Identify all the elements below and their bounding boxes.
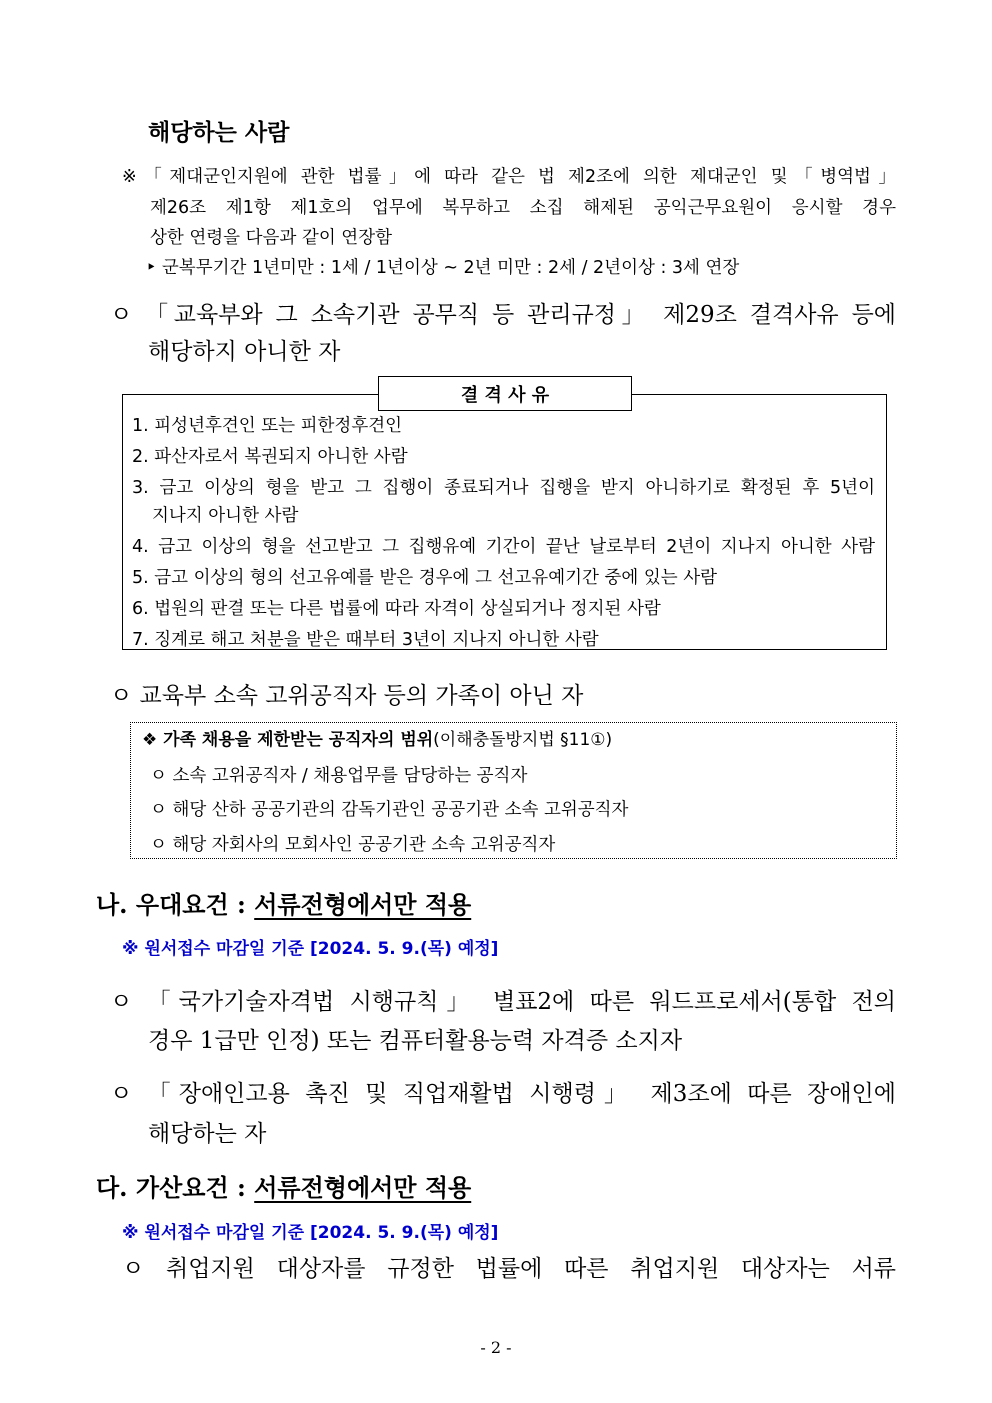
- list-item: 3. 금고 이상의 형을 받고 그 집행이 종료되거나 집행을 받지 아니하기로 확정된 후 5년이: [132, 478, 875, 498]
- family-scope-title-bold: ❖ 가족 채용을 제한받는 공직자의 범위: [142, 730, 434, 750]
- deadline-notice: ※ 원서접수 마감일 기준 [2024. 5. 9.(목) 예정]: [122, 939, 499, 959]
- section-heading-prefix: 나. 우대요건 :: [96, 890, 255, 919]
- list-item: 6. 법원의 판결 또는 다른 법률에 따라 자격이 상실되거나 정지된 사람: [132, 599, 661, 619]
- section-heading-preference: [96, 885, 471, 920]
- section-heading-underlined: 서류전형에서만 적용: [254, 1173, 472, 1202]
- item-disqualification: ㅇ 「교육부와 그 소속기관 공무직 등 관리규정」 제29조 결격사유 등에: [110, 302, 896, 328]
- item-disqualification-cont: 해당하지 아니한 자: [148, 339, 341, 365]
- list-item: ㅇ 해당 산하 공공기관의 감독기관인 공공기관 소속 고위공직자: [150, 800, 629, 820]
- list-item: 5. 금고 이상의 형의 선고유예를 받은 경우에 그 선고유예기간 중에 있는 사람: [132, 568, 718, 588]
- disqualification-title: 결 격 사 유: [460, 384, 550, 406]
- deadline-notice: ※ 원서접수 마감일 기준 [2024. 5. 9.(목) 예정]: [122, 1223, 499, 1243]
- item-disability: ㅇ 「장애인고용 촉진 및 직업재활법 시행령」 제3조에 따른 장애인에: [110, 1081, 896, 1107]
- section-heading-underlined: 서류전형에서만 적용: [254, 890, 472, 919]
- list-item: 2. 파산자로서 복권되지 아니한 사람: [132, 447, 408, 467]
- section-heading-prefix: 다. 가산요건 :: [96, 1173, 255, 1202]
- family-scope-title: [142, 725, 612, 750]
- list-item: 1. 피성년후견인 또는 피한정후견인: [132, 416, 403, 436]
- family-scope-title-law: (이해충돌방지법 §11①): [433, 730, 613, 750]
- note-bullet: ‣ 군복무기간 1년미만 : 1세 / 1년이상 ~ 2년 미만 : 2세 / 2년이상 : 3세 연장: [146, 258, 740, 278]
- list-item-cont: 지나지 아니한 사람: [152, 506, 299, 526]
- item-certificate-cont: 경우 1급만 인정) 또는 컴퓨터활용능력 자격증 소지자: [148, 1028, 683, 1054]
- section-heading-bonus: [96, 1168, 471, 1203]
- item-employment-support: ㅇ 취업지원 대상자를 규정한 법률에 따른 취업지원 대상자는 서류: [122, 1256, 896, 1282]
- list-item: ㅇ 해당 자회사의 모회사인 공공기관 소속 고위공직자: [150, 835, 556, 855]
- list-item: ㅇ 소속 고위공직자 / 채용업무를 담당하는 공직자: [150, 766, 528, 786]
- item-family: ㅇ 교육부 소속 고위공직자 등의 가족이 아닌 자: [110, 683, 584, 709]
- disqualification-title-box: [378, 376, 632, 411]
- page-number: - 2 -: [480, 1338, 512, 1357]
- item-certificate: ㅇ 「국가기술자격법 시행규칙」 별표2에 따른 워드프로세서(통합 전의: [110, 989, 896, 1015]
- item-disability-cont: 해당하는 자: [148, 1121, 267, 1147]
- note-line: ※「제대군인지원에 관한 법률」에 따라 같은 법 제2조에 의한 제대군인 및「병역법」: [122, 167, 896, 187]
- list-item: 7. 징계로 해고 처분을 받은 때부터 3년이 지나지 아니한 사람: [132, 630, 599, 650]
- note-line: 상한 연령을 다음과 같이 연장함: [150, 228, 393, 248]
- list-item: 4. 금고 이상의 형을 선고받고 그 집행유예 기간이 끝난 날로부터 2년이 지나지 아니한 사람: [132, 537, 875, 557]
- note-line: 제26조 제1항 제1호의 업무에 복무하고 소집 해제된 공익근무요원이 응시할 경우: [150, 198, 896, 218]
- heading-continuation: 해당하는 사람: [148, 119, 290, 146]
